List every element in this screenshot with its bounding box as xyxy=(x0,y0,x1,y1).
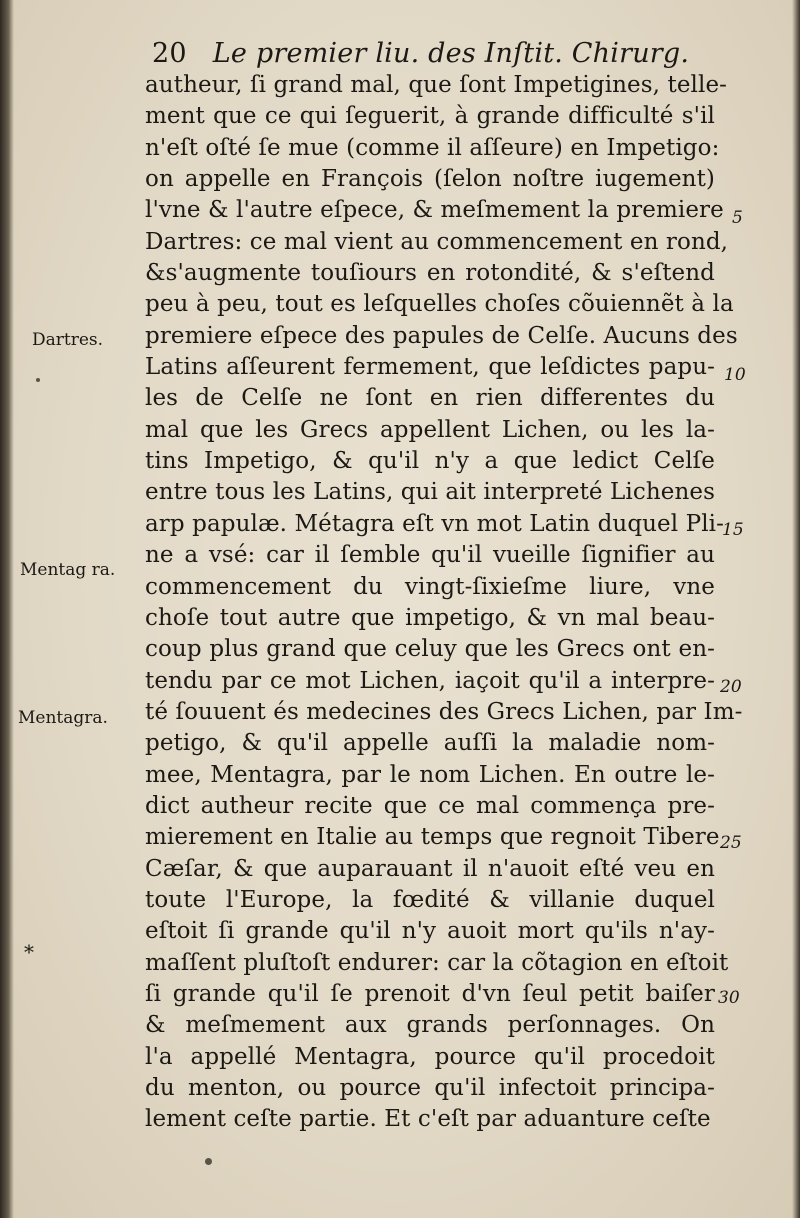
text-line: eſtoit ſi grande qu'il n'y auoit mort qu'ils n'ay- xyxy=(145,918,715,945)
text-line: mee, Mentagra, par le nom Lichen. En outre le- xyxy=(145,761,715,788)
page-gutter-shadow xyxy=(0,0,14,1218)
text-line: premiere eſpece des papules de Celſe. Aucuns des xyxy=(145,322,738,349)
line-number: 15 xyxy=(722,520,744,540)
text-line: & meſmement aux grands perſonnages. On xyxy=(145,1012,715,1039)
text-line: Latins aſſeurent fermement, que leſdictes papu- xyxy=(145,354,715,381)
text-line: n'eſt oſté ſe mue (comme il aſſeure) en Impetigo: xyxy=(145,134,720,161)
text-line: dict autheur recite que ce mal commença pre- xyxy=(145,792,715,819)
text-line: Cæſar, & que auparauant il n'auoit eſté veu en xyxy=(145,855,715,882)
text-line: autheur, ſi grand mal, que ſont Impetigines, telle- xyxy=(145,72,728,98)
text-line: mierement en Italie au temps que regnoit Tibere xyxy=(145,824,720,851)
text-line: ſi grande qu'il ſe prenoit d'vn ſeul petit baiſer xyxy=(145,980,715,1007)
text-line: coup plus grand que celuy que les Grecs ont en- xyxy=(145,636,715,663)
text-line: ment que ce qui ſeguerit, à grande difficulté s'il xyxy=(145,103,715,130)
text-line: l'vne & l'autre eſpece, & meſmement la premiere xyxy=(145,197,724,224)
text-line: on appelle en François (ſelon noſtre iugement) xyxy=(145,166,715,193)
margin-note-mentagra: Mentag ra. xyxy=(20,560,116,580)
text-line: arp papulæ. Métagra eſt vn mot Latin duquel Pli- xyxy=(145,510,724,537)
page-edge-shadow xyxy=(792,0,800,1218)
text-line: té ſouuent és medecines des Grecs Lichen, par Im- xyxy=(145,698,743,725)
text-line: choſe tout autre que impetigo, & vn mal beau- xyxy=(145,604,715,631)
text-line: &s'augmente touſiours en rotondité, & s'eſtend xyxy=(145,260,715,287)
ink-blot xyxy=(205,1158,212,1165)
text-line: tins Impetigo, & qu'il n'y a que ledict Celſe xyxy=(145,448,715,475)
text-line: entre tous les Latins, qui ait interpreté Lichenes xyxy=(145,479,716,506)
page-number: 20 xyxy=(152,38,187,69)
text-line: toute l'Europe, la fœdité & villanie duquel xyxy=(145,886,715,913)
text-line: ne a vsé: car il ſemble qu'il vueille ſignifier au xyxy=(145,542,715,569)
line-number: 20 xyxy=(720,677,742,697)
running-header xyxy=(152,38,689,69)
text-line: les de Celſe ne ſont en rien differentes du xyxy=(145,385,715,412)
margin-note-mentagra: Mentagra. xyxy=(18,708,108,728)
line-number: 25 xyxy=(720,833,742,853)
text-line: commencement du vingt-ſixieſme liure, vne xyxy=(145,573,715,600)
text-line: du menton, ou pource qu'il infectoit principa- xyxy=(145,1075,715,1101)
text-line: l'a appellé Mentagra, pource qu'il procedoit xyxy=(145,1043,715,1070)
text-line: mal que les Grecs appellent Lichen, ou les la- xyxy=(145,416,715,443)
line-number: 30 xyxy=(718,988,740,1008)
text-line: maſſent pluſtoſt endurer: car la cõtagion en eſtoit xyxy=(145,949,729,976)
text-line: tendu par ce mot Lichen, iaçoit qu'il a interpre- xyxy=(145,667,715,694)
text-line: lement ceſte partie. Et c'eſt par aduanture ceſte xyxy=(145,1106,711,1133)
margin-note-mark: * xyxy=(24,940,34,964)
line-number: 5 xyxy=(732,208,743,228)
ink-blot xyxy=(36,378,40,382)
text-line: petigo, & qu'il appelle auſſi la maladie nom- xyxy=(145,730,715,757)
running-title: Le premier liu. des Inſtit. Chirurg. xyxy=(212,38,690,69)
margin-note-dartres: Dartres. xyxy=(32,330,104,350)
text-line: Dartres: ce mal vient au commencement en rond, xyxy=(145,228,729,255)
line-number: 10 xyxy=(724,365,746,385)
text-line: peu à peu, tout es leſquelles choſes cõuiennẽt à la xyxy=(145,291,734,318)
